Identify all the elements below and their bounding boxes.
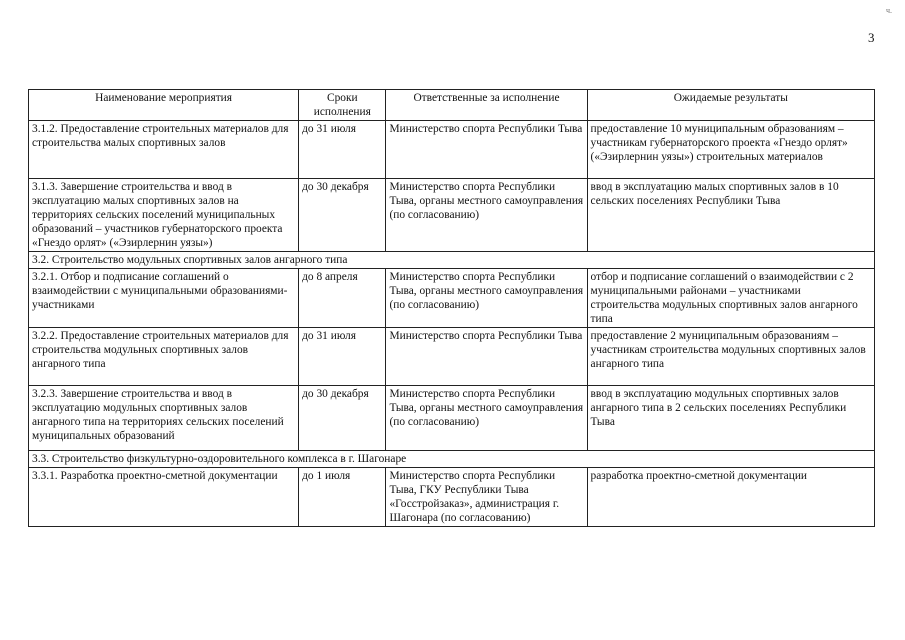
header-term: Сроки исполнения <box>299 90 386 121</box>
cell-responsible: Министерство спорта Республики Тыва, органы местного самоуправления (по согласованию) <box>386 386 587 451</box>
cell-responsible: Министерство спорта Республики Тыва <box>386 328 587 386</box>
table-row <box>29 121 875 179</box>
cell-results: предоставление 10 муниципальным образованиям – участникам губернаторского проекта «Гнездо орлят» («Эзирлернин уязы») строительных материалов <box>587 121 874 179</box>
header-results: Ожидаемые результаты <box>587 90 874 121</box>
table-row <box>29 386 875 451</box>
cell-term: до 8 апреля <box>299 269 386 328</box>
cell-name: 3.3.1. Разработка проектно-сметной документации <box>29 468 299 527</box>
section-title: 3.3. Строительство физкультурно-оздоровительного комплекса в г. Шагонаре <box>29 451 875 468</box>
section-title: 3.2. Строительство модульных спортивных залов ангарного типа <box>29 252 875 269</box>
cell-name: 3.1.3. Завершение строительства и ввод в эксплуатацию малых спортивных залов на территориях сельских поселений муниципальных образований – участников губернаторского проекта «Гнездо орлят» («Эзирлернин уязы») <box>29 179 299 252</box>
cell-results: предоставление 2 муниципальным образованиям – участникам строительства модульных спортивных залов ангарного типа <box>587 328 874 386</box>
cell-name: 3.2.1. Отбор и подписание соглашений о взаимодействии с муниципальными образованиями-участниками <box>29 269 299 328</box>
cell-term: до 31 июля <box>299 328 386 386</box>
table-row <box>29 328 875 386</box>
table-row <box>29 269 875 328</box>
cell-responsible: Министерство спорта Республики Тыва <box>386 121 587 179</box>
cell-results: разработка проектно-сметной документации <box>587 468 874 527</box>
table-row <box>29 468 875 527</box>
cell-results: ввод в эксплуатацию модульных спортивных залов ангарного типа в 2 сельских поселениях Республики Тыва <box>587 386 874 451</box>
cell-term: до 30 декабря <box>299 386 386 451</box>
cell-name: 3.2.3. Завершение строительства и ввод в эксплуатацию модульных спортивных залов ангарного типа на территориях сельских поселений муниципальных образований <box>29 386 299 451</box>
cell-responsible: Министерство спорта Республики Тыва, органы местного самоуправления (по согласованию) <box>386 179 587 252</box>
section-row <box>29 252 875 269</box>
header-name: Наименование мероприятия <box>29 90 299 121</box>
cell-results: ввод в эксплуатацию малых спортивных залов в 10 сельских поселениях Республики Тыва <box>587 179 874 252</box>
cell-responsible: Министерство спорта Республики Тыва, органы местного самоуправления (по согласованию) <box>386 269 587 328</box>
cell-responsible: Министерство спорта Республики Тыва, ГКУ Республики Тыва «Госстройзаказ», администрация г. Шагонара (по согласованию) <box>386 468 587 527</box>
header-responsible: Ответственные за исполнение <box>386 90 587 121</box>
cell-term: до 31 июля <box>299 121 386 179</box>
table-header-row <box>29 90 875 121</box>
cell-name: 3.1.2. Предоставление строительных материалов для строительства малых спортивных залов <box>29 121 299 179</box>
cell-name: 3.2.2. Предоставление строительных материалов для строительства модульных спортивных залов ангарного типа <box>29 328 299 386</box>
cell-term: до 30 декабря <box>299 179 386 252</box>
action-plan-table <box>28 89 875 527</box>
section-row <box>29 451 875 468</box>
page-number: 3 <box>868 30 875 45</box>
corner-mark: ч. <box>886 6 893 15</box>
cell-results: отбор и подписание соглашений о взаимодействии с 2 муниципальными районами – участниками строительства модульных спортивных залов ангарного типа <box>587 269 874 328</box>
cell-term: до 1 июля <box>299 468 386 527</box>
table-row <box>29 179 875 252</box>
